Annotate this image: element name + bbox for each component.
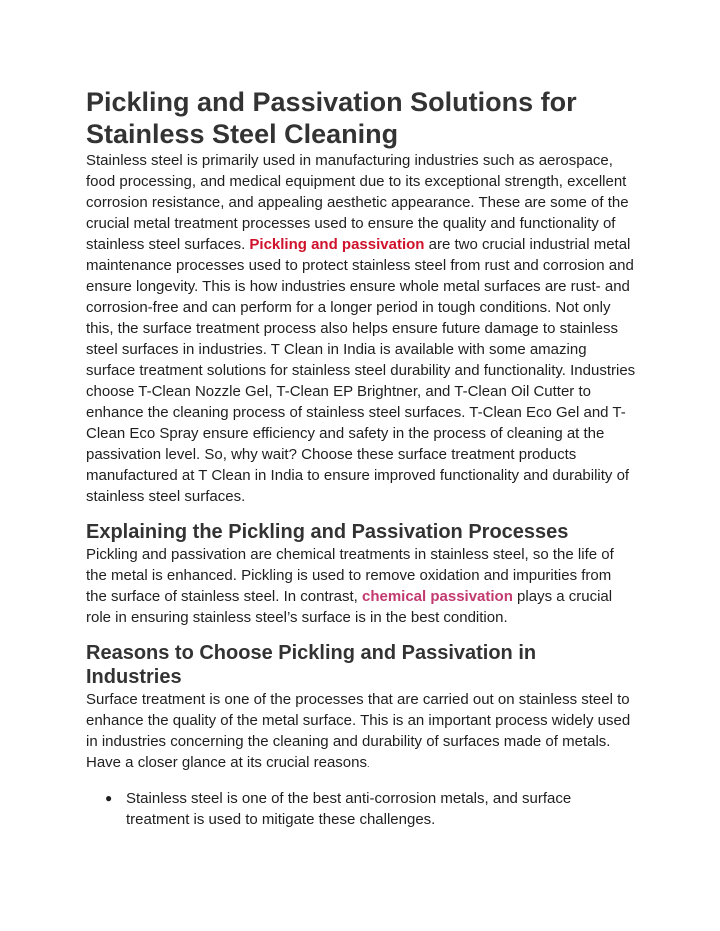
reasons-list — [86, 788, 636, 830]
chemical-passivation-link[interactable]: chemical passivation — [361, 588, 513, 605]
reasons-period: . — [366, 759, 370, 769]
intro-text-start: Stainless steel is primarily used in manufacturing industries such as aerospace, food processing, and medical equipment due to its exceptional strength, excellent corrosion resistance, and appealing aesthetic appearance. These are some of the crucial metal treatment processes used to ensure the quality and functionality of stainless steel surfaces. — [86, 152, 629, 253]
page-title: Pickling and Passivation Solutions for Stainless Steel Cleaning — [86, 87, 577, 149]
section-heading-reasons: Reasons to Choose Pickling and Passivation in Industries — [86, 642, 537, 688]
section-heading-processes: Explaining the Pickling and Passivation Processes — [86, 521, 569, 543]
bullet-dot-icon: ● — [105, 791, 113, 805]
processes-text-start: Pickling and passivation are chemical treatments in stainless steel, so the life of the metal is enhanced. Pickling is used to remove oxidation and impurities from the surface of stainless steel. In contrast, — [86, 546, 614, 605]
processes-paragraph — [86, 544, 636, 628]
reasons-text: Surface treatment is one of the processes that are carried out on stainless steel to enhance the quality of the metal surface. This is an important process widely used in industries concerning the cleaning and durability of surfaces made of metals. Have a closer glance at its crucial reasons — [86, 691, 631, 771]
pickling-passivation-link[interactable]: Pickling and passivation — [249, 236, 425, 253]
reasons-paragraph — [86, 689, 636, 775]
processes-text-end: plays a crucial role in ensuring stainless steel’s surface is in the best condition. — [86, 588, 613, 626]
list-item-text: Stainless steel is one of the best anti-corrosion metals, and surface treatment is used to mitigate these challenges. — [126, 790, 572, 828]
intro-paragraph — [86, 150, 636, 507]
list-item — [105, 788, 636, 830]
intro-text-end: are two crucial industrial metal maintenance processes used to protect stainless steel from rust and corrosion and ensure longevity. This is how industries ensure whole metal surfaces are rust- and corrosion-free and can perform for a longer period in tough conditions. Not only this, the surface treatment process also helps ensure future damage to stainless steel surfaces in industries. T Clean in India is available with some amazing surface treatment solutions for stainless steel durability and functionality. Industries choose T-Clean Nozzle Gel, T-Clean EP Brightner, and T-Clean Oil Cutter to enhance the cleaning process of stainless steel surfaces. T-Clean Eco Gel and T-Clean Eco Spray ensure efficiency and safety in the process of cleaning at the passivation level. So, why wait? Choose these surface treatment products manufactured at T Clean in India to ensure improved functionality and durability of stainless steel surfaces. — [86, 236, 636, 505]
